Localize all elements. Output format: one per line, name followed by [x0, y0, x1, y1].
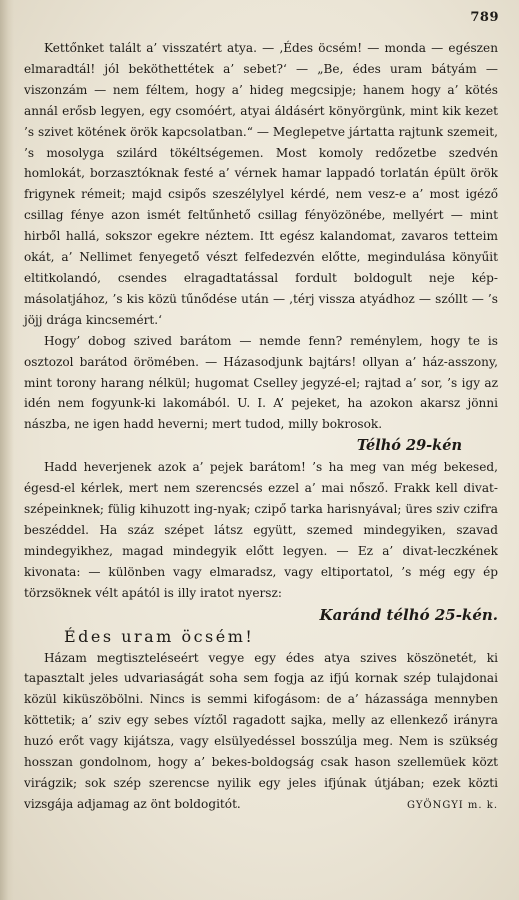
- page-number: 789: [470, 10, 499, 25]
- paragraph-3: Hadd heverjenek azok a’ pejek barátom! ’s ha meg van még bekesed, égesd-el kérlek, mert nem szerencsés ezzel a’ mai nősző. Frakk kell divat-szépeinknek; fülig kihuzott ing-nyak; czipő tarka harisnyával; üres sziv czifra beszéddel. Ha száz szépet látsz együtt, szemed mindegyiken, szavad mindegyikhez, magad mindegyik előtt legyen. — Ez a’ divat-leczkének kivonata: — különben vagy elmaradsz, vagy eltiportatol, ’s még egy ép törzsöknek vélt apától is illy iratot nyersz:: [24, 460, 498, 600]
- paragraph-2: Hogy’ dobog szived barátom — nemde fenn? reménylem, hogy te is osztozol barátod örömében. — Házasodjunk bajtárs! ollyan a’ ház-asszony, mint torony harang nélkül; hugomat Cselley jegyzé-el; rajtad a’ sor, ’s igy az idén nem fogyunk-ki lakomából. U. I. A’ pejeket, ha azokon akarsz jönni nászba, ne igen hadd heverni; mert tudod, milly bokrosok.: [24, 333, 498, 432]
- paragraph-1: Kettőnket talált a’ visszatért atya. — ‚Édes öcsém! — monda — egészen elmaradtál! jól beköthettétek a’ sebet?‘ — „Be, édes uram bátyám — viszonzám — nem féltem, hogy a’ hideg megcsipje; hanem hogy a’ kötés annál erősb legyen, egy csomóért, atyai áldásért könyörgünk, mint kik kezet ’s szivet kötének örök kapcsolatban.“ — Meglepetve jártatta rajtunk szemeit, ’s mosolyga szilárd tökéltségemen. Most komoly redőzetbe szedvén homlokát, borzasztóknak festé a’ vérnek hamar lappadó torlatán épült örök frigynek rémeit; majd csipős szeszélylyel kérdé, nem vesz-e a’ most igéző csillag fénye azon ismét feltűnhető csillag fényözönébe, mellyért — mint hirből hallá, sokszor egekre néztem. Itt egész kalandomat, zavaros tetteim okát, a’ Nellimet fenyegető vészt felfedezvén előtte, megindulása könyűit eltitkolandó, csendes elragadtatással fordult boldogult neje kép-másolatjához, ’s kis közü tűnődése után — ‚térj vissza atyádhoz — szóllt — ’s jöjj drága kincsemért.‘: [24, 41, 498, 327]
- letter-signature-name: GYÖNGYI m. k.: [407, 799, 498, 811]
- letter-body: [24, 38, 498, 817]
- paragraph-4: [24, 648, 498, 817]
- paragraph-4-text: Házam megtiszteléseért vegye egy édes atya szives köszönetét, ki tapasztalt jeles udvariaságát soha sem fogja az ifjú kornak szép tulajdonai közül kiküszöbölni. Nincs is semmi kifogásom: de a’ házassága mennyben köttetik; a’ sziv egy sebes víztől ragadott sajka, melly az ellenkező irányra huzó erőt vagy kijátsza, vagy elsülyedéssel bosszúlja meg. Nem is szükség hosszan gondolnom, hogy a’ bekes-boldogság csak hason szellemüek közt virágzik; sok szép szerencse nyilik egy jeles ifjúnak útjában; ezek közti vizsgája adjamag az önt boldogitót.: [24, 650, 498, 811]
- page-spine-shadow: [0, 0, 14, 900]
- letter-salutation: Édes uram öcsém!: [64, 626, 255, 646]
- letter-date-signature-2: Karánd télhó 25-kén.: [319, 605, 498, 624]
- letter-date-signature-1: Télhó 29-kén: [356, 437, 462, 455]
